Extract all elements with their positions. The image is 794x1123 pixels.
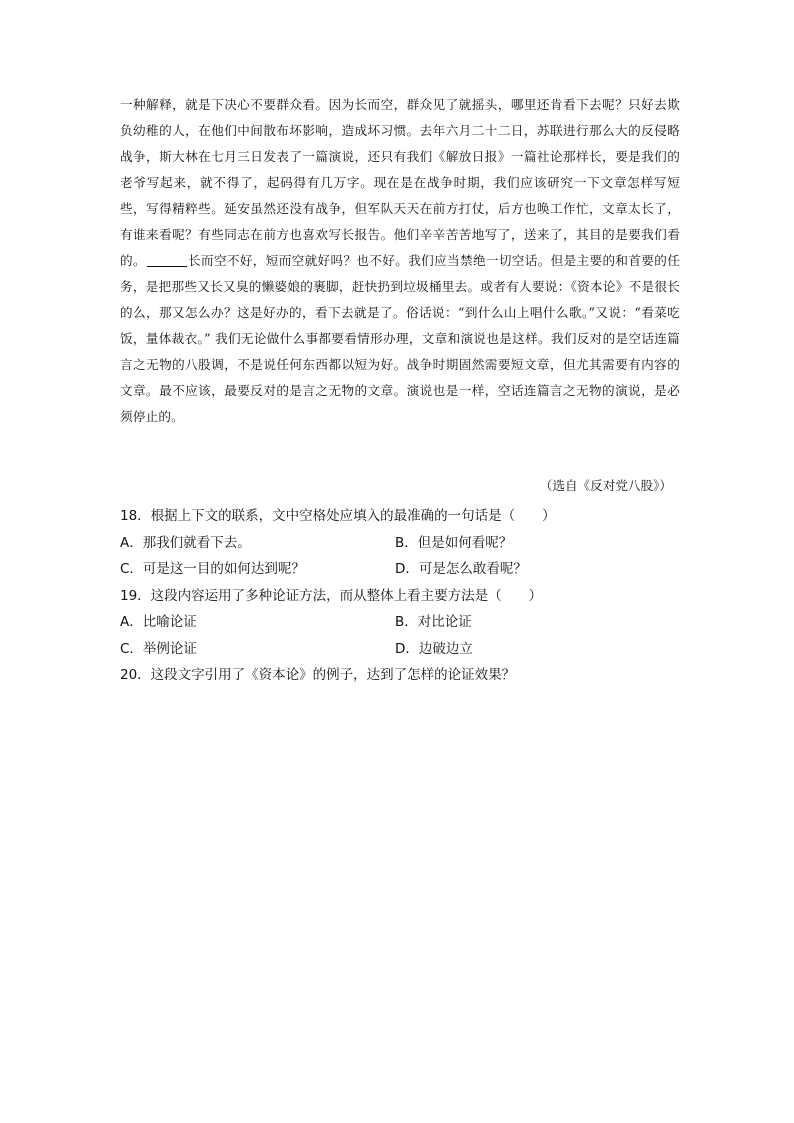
option-a: A．比喻论证 [120,614,197,630]
option-d: D．可是怎么敢看呢？ [395,561,527,577]
option-row [120,609,680,636]
option-b: B．但是如何看呢？ [395,534,513,551]
option-d: D．边破边立 [395,640,473,657]
question-list [120,503,680,689]
option-c: C．举例论证 [120,640,197,657]
option-row [120,636,680,663]
question-stem: 18．根据上下文的联系，文中空格处应填入的最准确的一句话是（ ） [120,508,556,524]
option-a: A．那我们就看下去。 [120,534,251,551]
question-20 [120,662,680,689]
passage-source: （选自《反对党八股》） [539,478,672,493]
passage-text-before-blank: 一种解释，就是下决心不要群众看。因为长而空，群众见了就摇头，哪里还肯看下去呢？只好去欺负幼稚的人，在他们中间散布坏影响，造成坏习惯。去年六月二十二日，苏联进行那么大的反侵略战争，斯大林在七月三日发表了一篇演说，还只有我们《解放日报》一篇社论那样长，要是我们的老爷写起来，就不得了，起码得有几万字。现在是在战争时期，我们应该研究一下文章怎样写短些，写得精粹些。延安虽然还没有战争，但军队天天在前方打仗，后方也唤工作忙，文章太长了，有谁来看呢？有些同志在前方也喜欢写长报告。他们辛辛苦苦地写了，送来了，其目的是要我们看的。 [120,97,680,268]
question-stem: 20．这段文字引用了《资本论》的例子，达到了怎样的论证效果？ [120,667,516,683]
passage-text-after-blank: 长而空不好，短而空就好吗？也不好。我们应当禁绝一切空话。但是主要的和首要的任务，是把那些又长又臭的懒婆娘的裹脚，赶快扔到垃圾桶里去。或者有人要说：《资本论》不是很长的么，那又怎么办？这是好办的，看下去就是了。俗话说：“到什么山上唱什么歌。”又说：“看菜吃饭，量体裁衣。” 我们无论做什么事都要看情形办理，文章和演说也是这样。我们反对的是空话连篇言之无物的八股调，不是说任何东西都以短为好。战争时期固然需要短文章，但尤其需要有内容的文章。最不应该，最要反对的是言之无物的文章。演说也是一样，空话连篇言之无物的演说，是必须停止的。 [120,253,680,424]
option-c: C．可是这一目的如何达到呢？ [120,561,305,577]
option-row [120,556,680,583]
option-row [120,530,680,557]
question-stem: 19．这段内容运用了多种论证方法，而从整体上看主要方法是（ ） [120,587,543,604]
reading-passage [120,92,680,430]
option-b: B．对比论证 [395,614,472,630]
passage-paragraph [120,92,680,430]
question-19 [120,583,680,663]
answer-blank [147,252,187,267]
question-18 [120,503,680,583]
